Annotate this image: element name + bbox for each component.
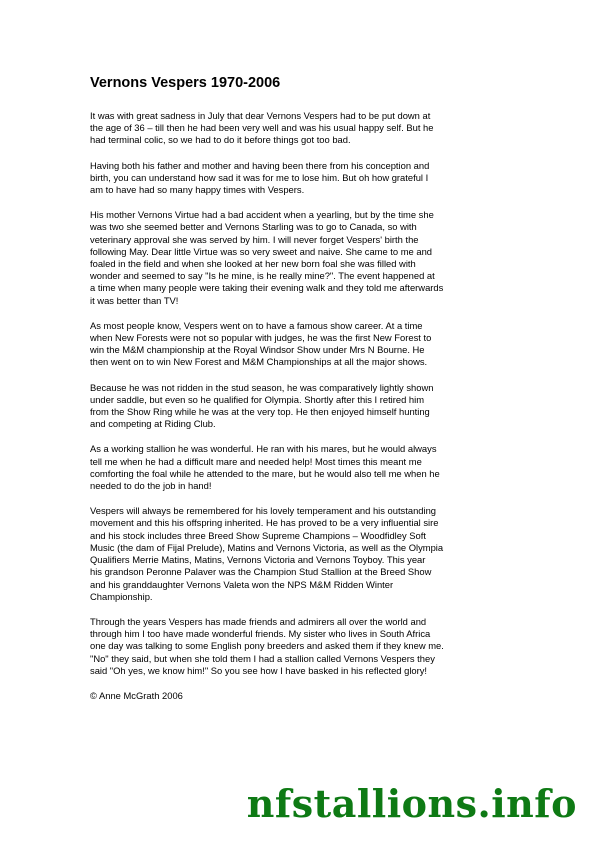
paragraph [90,443,514,492]
paragraph [90,616,514,677]
text-line: "No" they said, but when she told them I had a stallion called Vernons Vespers they [90,652,435,664]
text-line: Having both his father and mother and having been there from his conception and [90,159,430,171]
text-line: then went on to win New Forest and M&M Championships at all the major shows. [90,356,428,368]
paragraph [90,110,514,147]
text-line: Championship. [90,590,153,602]
paragraph [90,160,514,197]
text-line: veterinary approval she was served by him. I will never forget Vespers' birth the [90,233,419,245]
text-line: His mother Vernons Virtue had a bad accident when a yearling, but by the time she [90,209,434,221]
text-line: one day was talking to some English pony breeders and asked them if they knew me. [90,640,444,652]
text-line: a time when many people were taking their evening walk and they told me afterwards [90,282,444,294]
text-line: Because he was not ridden in the stud season, he was comparatively lightly shown [90,381,434,393]
text-line: and competing at Riding Club. [90,418,216,430]
text-line: tell me when he had a difficult mare and needed help! Most times this meant me [90,455,422,467]
text-line: needed to do the job in hand! [90,480,212,492]
text-line: the age of 36 – till then he had been very well and was his usual happy self. But he [90,122,434,134]
text-line: said "Oh yes, we know him!" So you see how I have basked in his reflected glory! [90,664,428,676]
text-line: had terminal colic, so we had to do it before things got too bad. [90,134,351,146]
text-line: was two she seemed better and Vernons Starling was to go to Canada, so with [90,221,417,233]
text-line: his grandson Peronne Palaver was the Champion Stud Stallion at the Breed Show [90,566,432,578]
text-line: following May. Dear little Virtue was so very sweet and naive. She came to me and [90,245,433,257]
paragraph [90,505,514,603]
article-body [90,110,514,715]
paragraph [90,382,514,431]
text-line: wonder and seemed to say "Is he mine, is he really mine?". The event happened at [90,270,435,282]
text-line: from the Show Ring while he was at the very top. He then enjoyed himself hunting [90,406,430,418]
text-line: win the M&M championship at the Royal Windsor Show under Mrs N Bourne. He [90,344,425,356]
text-line: when New Forests were not so popular with judges, he was the first New Forest to [90,332,432,344]
text-line: birth, you can understand how sad it was for me to lose him. But oh how grateful I [90,171,429,183]
page-title: Vernons Vespers 1970-2006 [90,75,281,91]
text-line: Music (the dam of Fijal Prelude), Matins and Vernons Victoria, as well as the Olympia [90,541,444,553]
text-line: it was better than TV! [90,294,179,306]
text-line: foaled in the field and when she looked at her new born foal she was filled with [90,258,416,270]
text-line: Qualifiers Merrie Matins, Matins, Vernons Victoria and Vernons Toyboy. This year [90,554,426,566]
text-line: Through the years Vespers has made friends and admirers all over the world and [90,615,427,627]
text-line: As a working stallion he was wonderful. He ran with his mares, but he would always [90,443,437,455]
text-line: under saddle, but even so he qualified for Olympia. Shortly after this I retired him [90,393,425,405]
paragraph [90,209,514,307]
paragraph [90,320,514,369]
text-line: It was with great sadness in July that dear Vernons Vespers had to be put down at [90,110,431,121]
text-line: through him I too have made wonderful friends. My sister who lives in South Africa [90,628,431,640]
text-line: and his stock includes three Breed Show Supreme Champions – Woodfidley Soft [90,529,426,541]
site-logo: nfstallions.info [246,781,577,826]
text-line: am to have had so many happy times with Vespers. [90,184,305,196]
text-line: © Anne McGrath 2006 [90,689,183,701]
text-line: Vespers will always be remembered for his lovely temperament and his outstanding [90,505,437,517]
copyright-line [90,690,514,702]
text-line: movement and this his offspring inherited. He has proved to be a very influential sire [90,517,439,529]
text-line: comforting the foal while he attended to the mare, but he would also tell me when he [90,467,440,479]
text-line: As most people know, Vespers went on to have a famous show career. At a time [90,319,423,331]
text-line: and his granddaughter Vernons Valeta won the NPS M&M Ridden Winter [90,578,394,590]
